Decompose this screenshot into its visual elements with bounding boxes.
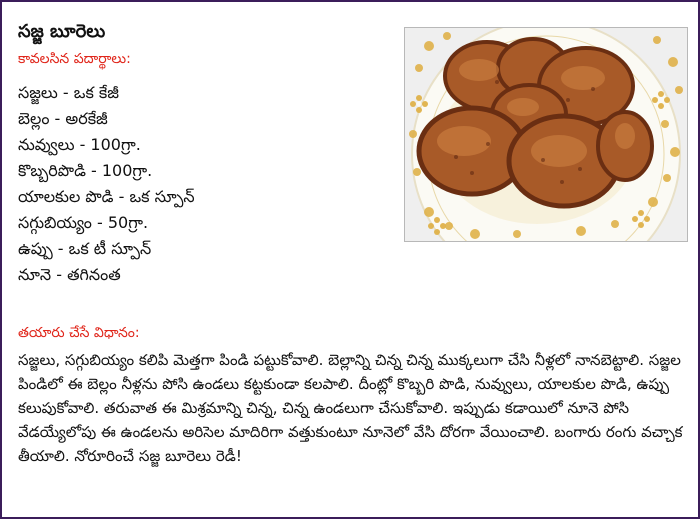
ingredient-item: నూనె - తగినంత bbox=[18, 265, 121, 284]
ingredient-item: యాలకుల పొడి - ఒక స్పూన్ bbox=[18, 187, 195, 206]
method-label: తయారు చేసే విధానం: bbox=[18, 325, 140, 341]
recipe-photo bbox=[404, 27, 688, 242]
ingredient-item: బెల్లం - అరకేజీ bbox=[18, 109, 108, 128]
ingredient-item: సజ్జలు - ఒక కేజీ bbox=[18, 83, 119, 102]
fritters-plate-photo bbox=[405, 28, 687, 241]
ingredient-item: నువ్వులు - 100గ్రా. bbox=[18, 135, 141, 154]
ingredient-item: ఉప్పు - ఒక టీ స్పూన్ bbox=[18, 239, 152, 258]
ingredients-list bbox=[18, 80, 378, 288]
ingredient-item: కొబ్బరిపొడి - 100గ్రా. bbox=[18, 161, 153, 180]
recipe-title: సజ్జ బూరెలు bbox=[18, 21, 106, 42]
ingredients-label: కావలసిన పదార్థాలు: bbox=[18, 51, 131, 67]
ingredient-item: సగ్గుబియ్యం - 50గ్రా. bbox=[18, 213, 149, 232]
method-paragraph: సజ్జలు, సగ్గుబియ్యం కలిపి మెత్తగా పిండి పట్టుకోవాలి. బెల్లాన్ని చిన్న చిన్న ముక్కలుగా చేసి నీళ్లలో నానబెట్టాలి. సజ్జల పిండిలో ఈ బెల్లం నీళ్లను పోసి ఉండలు కట్టకుండా కలపాలి. దీంట్లో కొబ్బరి పొడి, నువ్వులు, యాలకుల పొడి, ఉప్పు కలుపుకోవాలి. తరువాత ఈ మిశ్రమాన్ని చిన్న, చిన్న ఉండలుగా చేసుకోవాలి. ఇప్పుడు కడాయిలో నూనె పోసి వేడయ్యేలోపు ఈ ఉండలను అరిసెల మాదిరిగా వత్తుకుంటూ నూనెలో వేసి దోరగా వేయించాలి. బంగారు రంగు వచ్చాక తీయాలి. నోరూరించే సజ్జ బూరెలు రెడీ! bbox=[18, 351, 683, 465]
